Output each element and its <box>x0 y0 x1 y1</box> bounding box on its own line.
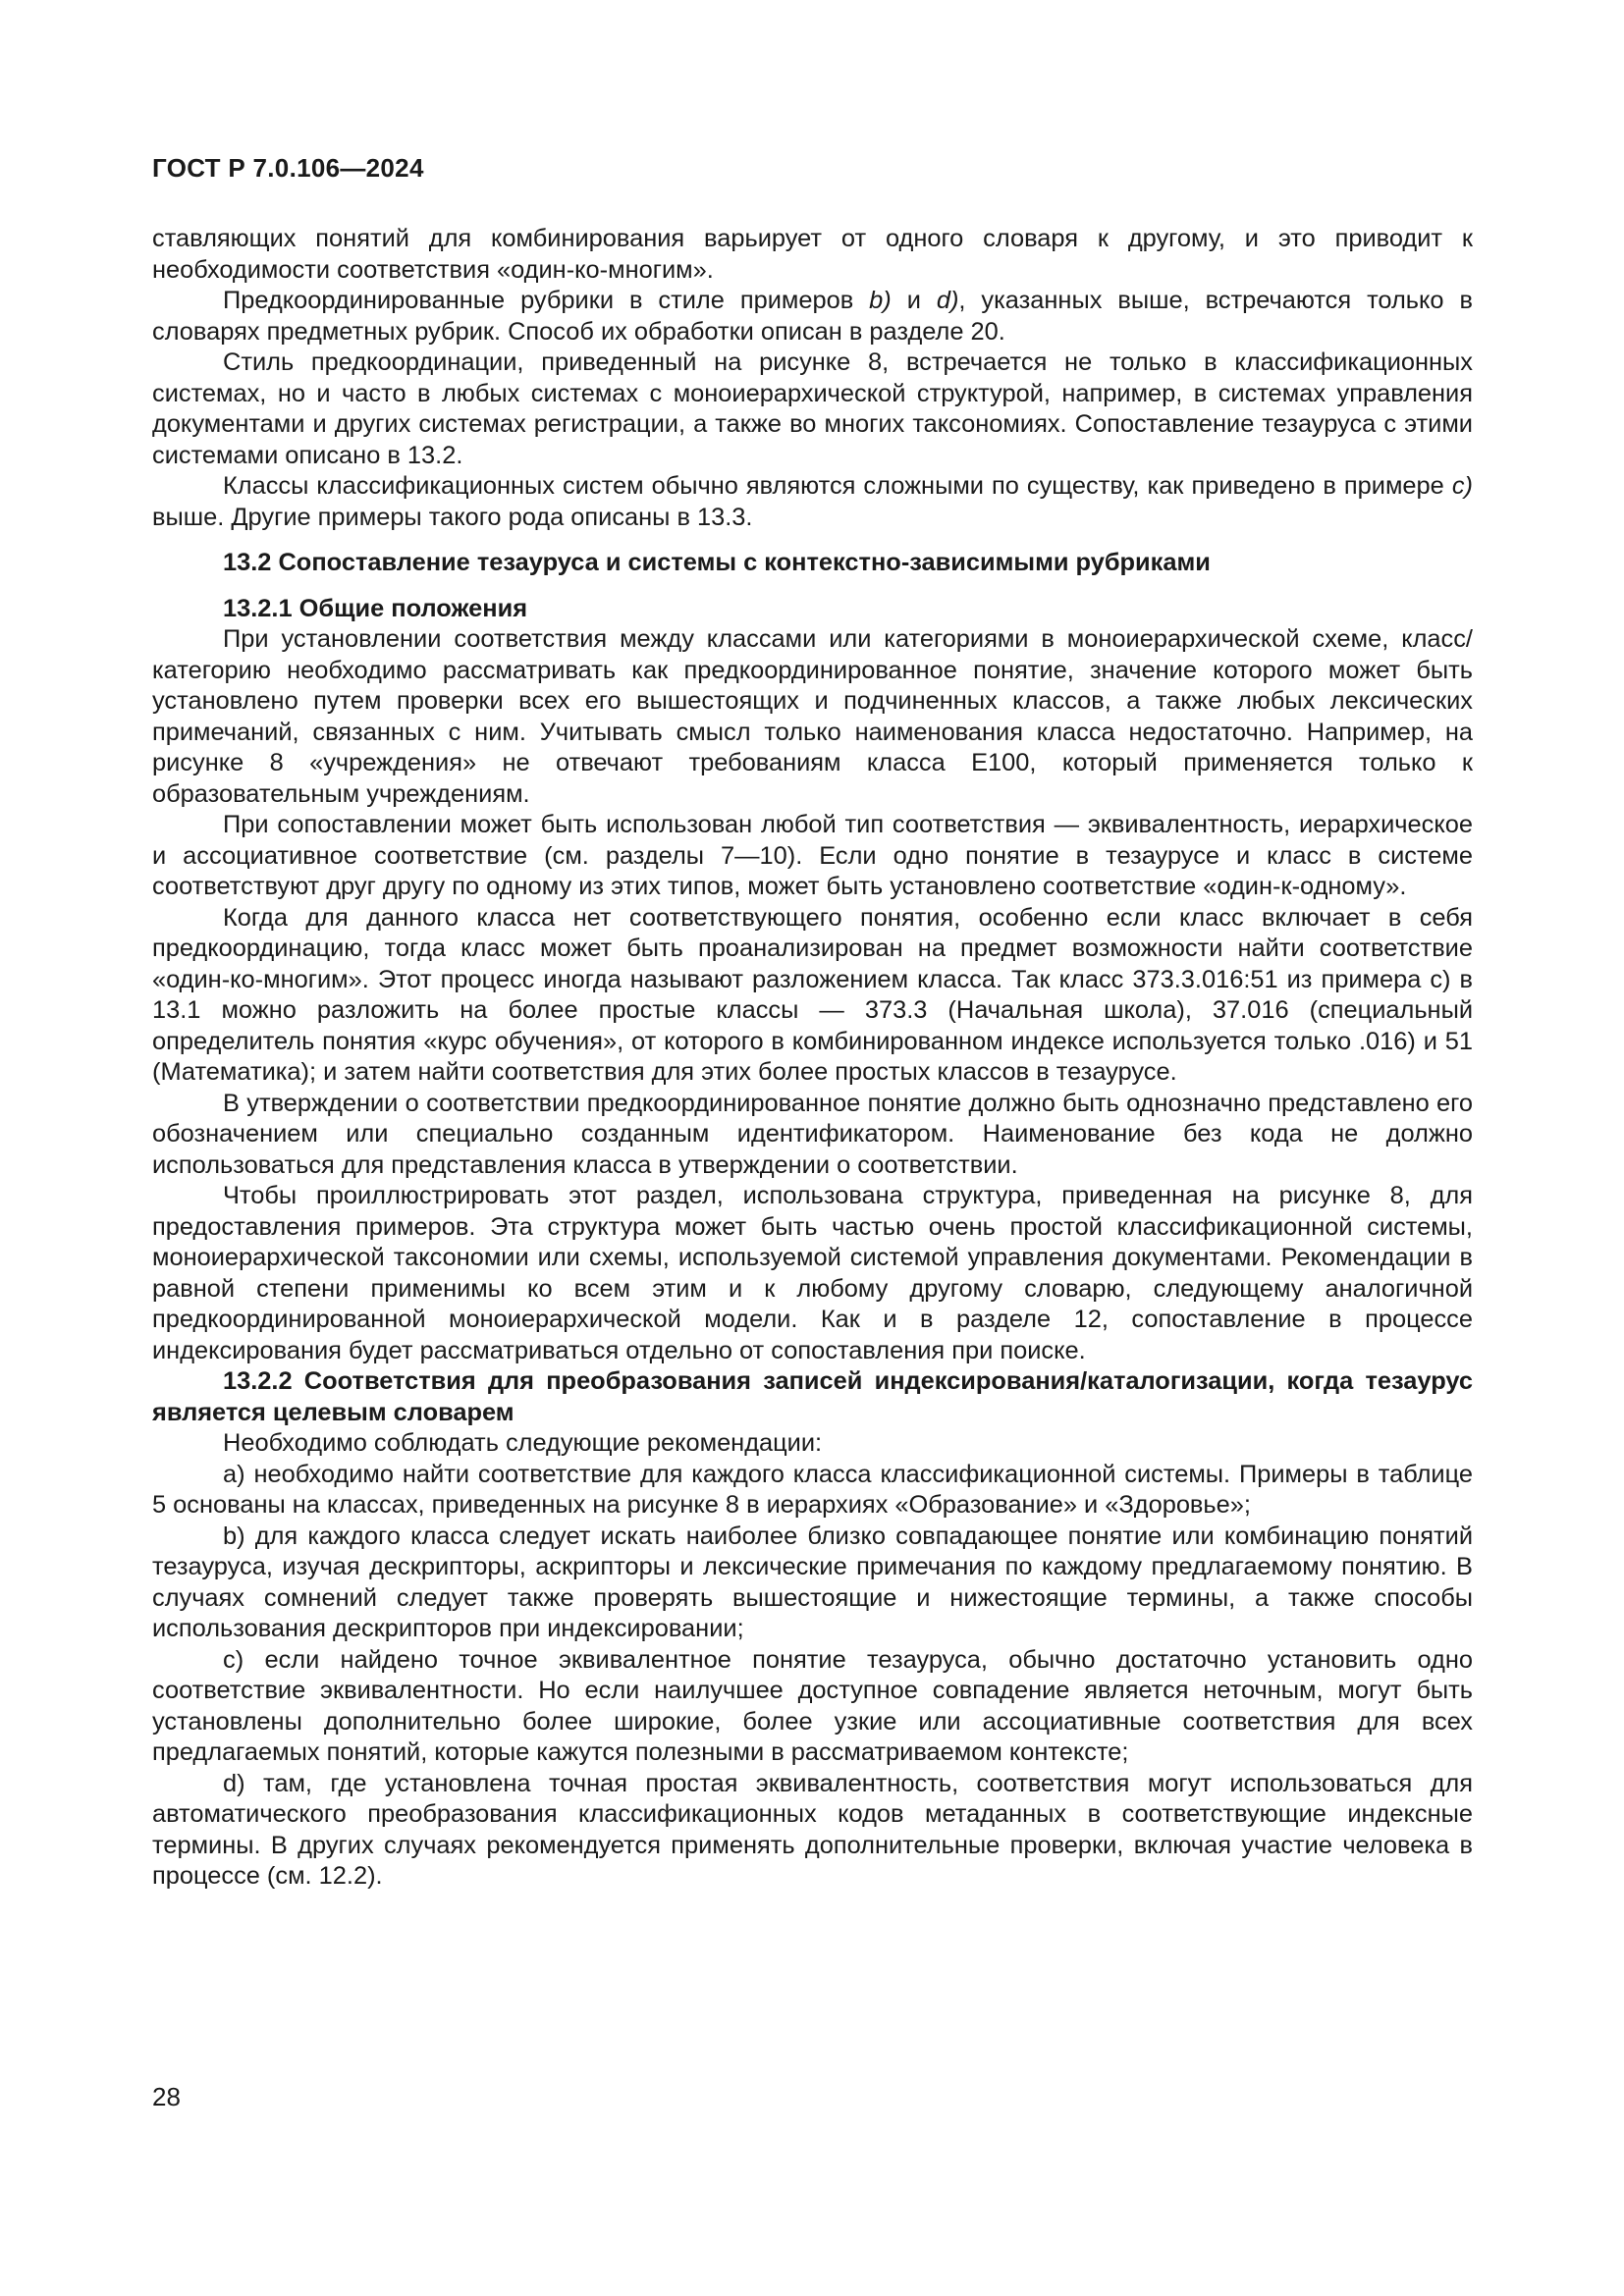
example-ref: с) <box>1451 472 1473 500</box>
paragraph-text: и <box>891 287 937 314</box>
subsection-heading-13-2-2: 13.2.2 Соответствия для преобразования записей индексирования/каталогизации, когда тезаурус является целевым словарем <box>152 1367 1473 1426</box>
paragraph: При установлении соответствия между классами или категориями в моноиерархической схеме, класс/категорию необходимо рассматривать как предкоординированное понятие, значение которого может быть установлено путем проверки всех его вышестоящих и подчиненных классов, а также любых лексических примечаний, связанных с ним. Учитывать смысл только наименования класса недостаточно. Например, на рисунке 8 «учреждения» не отвечают требованиям класса Е100, который применяется только к образовательным учреждениям. <box>152 625 1473 808</box>
list-item: d) там, где установлена точная простая эквивалентность, соответствия могут использоваться для автоматического преобразования классификационных кодов метаданных в соответствующие индексные термины. В других случаях рекомендуется применять дополнительные проверки, включая участие человека в процессе (см. 12.2). <box>152 1769 1473 1890</box>
page-number: 28 <box>152 2082 181 2111</box>
paragraph-text: Предкоординированные рубрики в стиле примеров <box>223 287 870 314</box>
list-item: с) если найдено точное эквивалентное понятие тезауруса, обычно достаточно установить одно соответствие эквивалентности. Но если наилучшее доступное совпадение является неточным, могут быть установлены дополнительно более широкие, более узкие или ассоциативные соответствия для всех предлагаемых понятий, которые кажутся полезными в рассматриваемом контексте; <box>152 1645 1473 1766</box>
example-ref: b) <box>869 287 892 314</box>
paragraph: Стиль предкоординации, приведенный на рисунке 8, встречается не только в классификационных системах, но и часто в любых системах с моноиерархической структурой, например, в системах управления документами и других системах регистрации, а также во многих таксономиях. Сопоставление тезауруса с этими системами описано в 13.2. <box>152 348 1473 469</box>
paragraph <box>152 471 1473 533</box>
paragraph: ставляющих понятий для комбинирования варьирует от одного словаря к другому, и это приводит к необходимости соответствия «один-ко-многим». <box>152 225 1473 284</box>
paragraph: В утверждении о соответствии предкоординированное понятие должно быть однозначно представлено его обозначением или специально созданным идентификатором. Наименование без кода не должно использоваться для представления класса в утверждении о соответствии. <box>152 1089 1473 1179</box>
paragraph: Необходимо соблюдать следующие рекомендации: <box>223 1429 823 1457</box>
paragraph: При сопоставлении может быть использован любой тип соответствия — эквивалентность, иерархическое и ассоциативное соответствие (см. разделы 7—10). Если одно понятие в тезаурусе и класс в системе соответствуют друг другу по одному из этих типов, может быть установлено соответствие «один-к-одному». <box>152 811 1473 900</box>
paragraph <box>152 286 1473 347</box>
document-body <box>152 224 1473 1893</box>
document-code-header: ГОСТ Р 7.0.106—2024 <box>152 153 424 183</box>
paragraph-text: выше. Другие примеры такого рода описаны в 13.3. <box>152 503 753 531</box>
list-item: а) необходимо найти соответствие для каждого класса классификационной системы. Примеры в таблице 5 основаны на классах, приведенных на рисунке 8 в иерархиях «Образование» и «Здоровье»; <box>152 1460 1473 1519</box>
paragraph: Чтобы проиллюстрировать этот раздел, использована структура, приведенная на рисунке 8, для предоставления примеров. Эта структура может быть частью очень простой классификационной системы, моноиерархической таксономии или схемы, используемой системой управления документами. Рекомендации в равной степени применимы ко всем этим и к любому другому словарю, следующему аналогичной предкоординированной моноиерархической модели. Как и в разделе 12, сопоставление в процессе индексирования будет рассматриваться отдельно от сопоставления при поиске. <box>152 1182 1473 1364</box>
paragraph-text: Классы классификационных систем обычно являются сложными по существу, как приведено в примере <box>223 472 1452 500</box>
example-ref: d) <box>936 287 959 314</box>
paragraph: Когда для данного класса нет соответствующего понятия, особенно если класс включает в себя предкоординацию, тогда класс может быть проанализирован на предмет возможности найти соответствие «один-ко-многим». Этот процесс иногда называют разложением класса. Так класс 373.3.016:51 из примера с) в 13.1 можно разложить на более простые классы — 373.3 (Начальная школа), 37.016 (специальный определитель понятия «курс обучения», от которого в комбинированном индексе используется только .016) и 51 (Математика); и затем найти соответствия для этих более простых классов в тезаурусе. <box>152 903 1473 1086</box>
paragraph-text: , указанных выше, встречаются только в словарях предметных рубрик. Способ их обработки описан в разделе 20. <box>152 287 1474 346</box>
section-heading-13-2: 13.2 Сопоставление тезауруса и системы с контекстно-зависимыми рубриками <box>223 549 1211 576</box>
subsection-heading-13-2-1: 13.2.1 Общие положения <box>223 594 528 622</box>
list-item: b) для каждого класса следует искать наиболее близко совпадающее понятие или комбинацию понятий тезауруса, изучая дескрипторы, аскрипторы и лексические примечания по каждому предлагаемому понятию. В случаях сомнений следует также проверять вышестоящие и нижестоящие термины, а также способы использования дескрипторов при индексировании; <box>152 1522 1473 1642</box>
